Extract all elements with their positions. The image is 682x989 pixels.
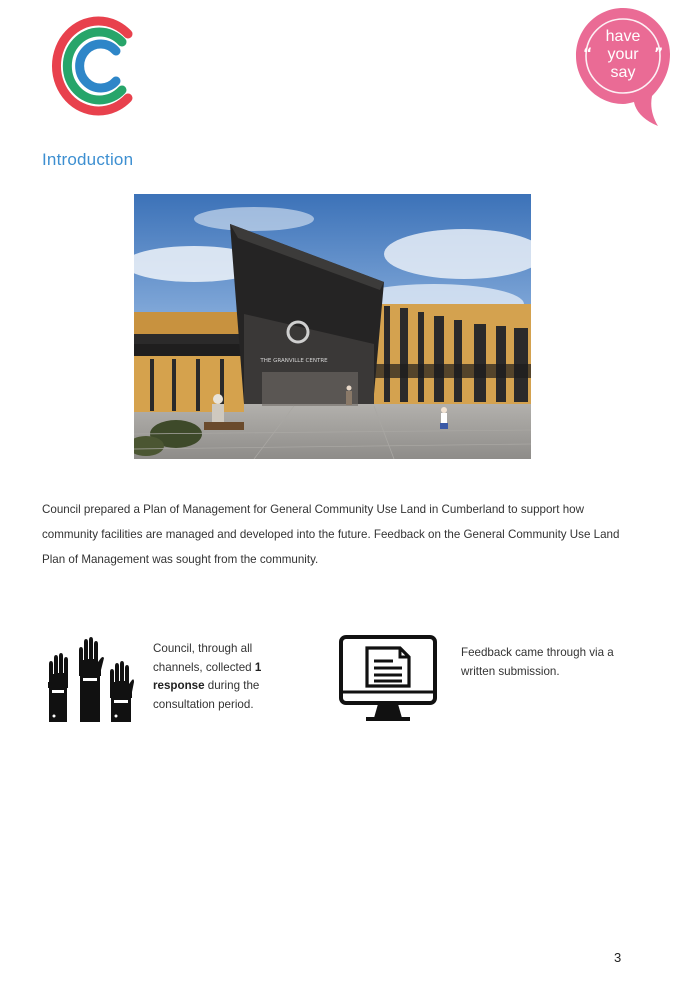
say-text: say (610, 64, 636, 81)
channel-stat: Feedback came through via a written submission. (461, 646, 614, 678)
svg-text:“: “ (583, 46, 593, 62)
computer-document-icon (338, 634, 438, 724)
granville-centre-photo (134, 194, 531, 459)
page-number: 3 (614, 950, 622, 965)
have-text: have (605, 28, 641, 45)
raised-hands-icon (44, 636, 134, 724)
responses-stat-before: Council, through all channels, collected (153, 642, 255, 674)
have-your-say-badge (574, 6, 672, 128)
building-sign: THE GRANVILLE CENTRE (260, 358, 328, 364)
your-text: your (607, 46, 639, 63)
responses-count: 1 response (153, 660, 262, 692)
responses-stat (153, 640, 293, 714)
svg-text:”: ” (654, 46, 664, 62)
intro-paragraph: Council prepared a Plan of Management for General Community Use Land in Cumberland to support how community facilities are managed and developed into the future. Feedback on the General Community Use Land Plan of Management was sought from the community. (42, 503, 620, 566)
page-heading: Introduction (42, 150, 134, 169)
responses-stat-after: during the consultation period. (153, 679, 260, 711)
council-logo-icon (48, 14, 140, 118)
